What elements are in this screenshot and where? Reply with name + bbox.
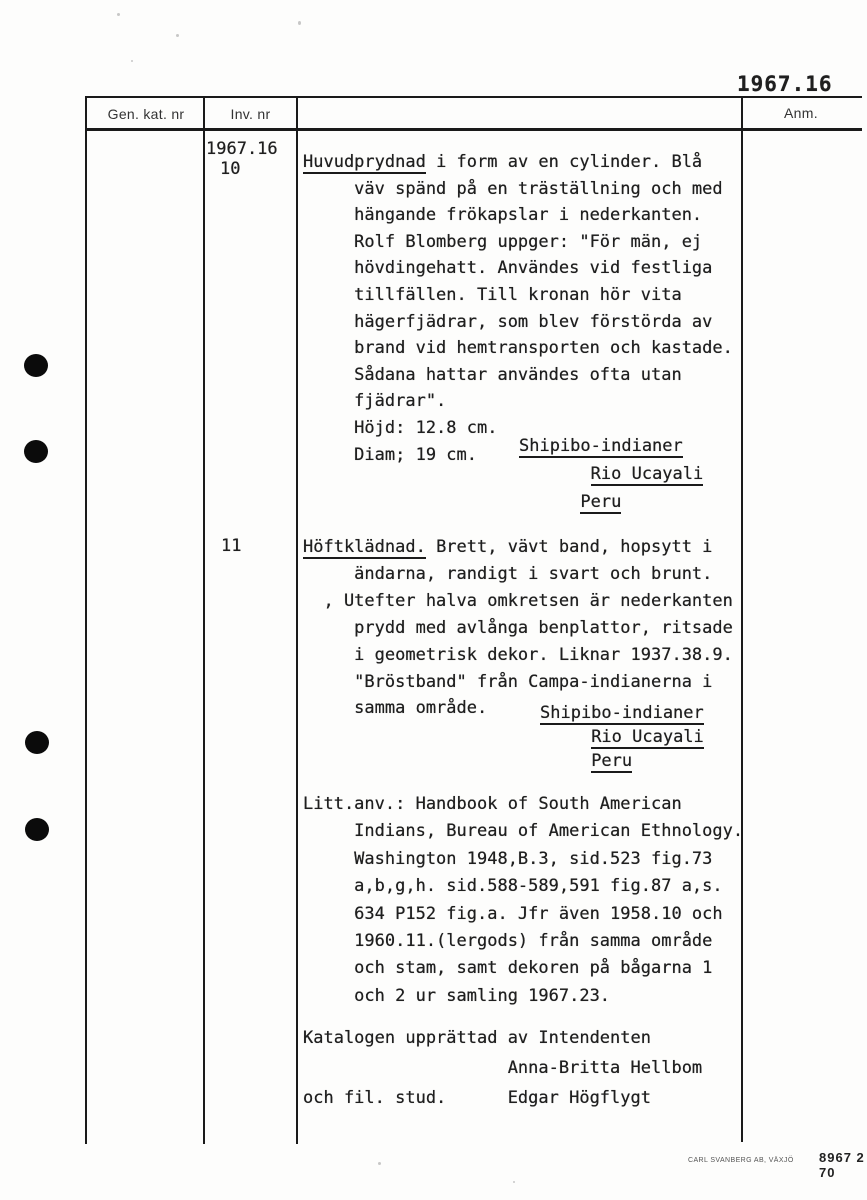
table-rule-vertical-inv-main [296, 96, 298, 1144]
text-line: ändarna, randigt i svart och brunt. [303, 563, 713, 584]
entry-11-provenance [540, 701, 704, 773]
text-line: "Bröstband" från Campa-indianerna i [303, 671, 713, 692]
text-line: brand vid hemtransporten och kastade. [303, 338, 733, 359]
column-header-gen-kat-nr: Gen. kat. nr [107, 106, 185, 122]
catalog-authorship-note [303, 1023, 702, 1113]
scan-speckle [176, 34, 179, 37]
text-line: Diam; 19 cm. [303, 444, 477, 465]
text-line: tillfällen. Till kronan hör vita [303, 284, 682, 305]
text-line: Rolf Blomberg uppger: "För män, ej [303, 231, 703, 252]
entry-10-provenance [519, 432, 703, 516]
scan-speckle [298, 21, 301, 25]
literature-references [303, 791, 743, 1010]
text-line: i geometrisk dekor. Liknar 1937.38.9. [303, 644, 733, 665]
entry-11-description [303, 534, 733, 722]
text-line: Indians, Bureau of American Ethnology. [303, 821, 744, 842]
text-line: prydd med avlånga benplattor, ritsade [303, 617, 733, 638]
printer-imprint: CARL SVANBERG AB, VÄXJÖ [688, 1157, 794, 1164]
scan-speckle [117, 13, 120, 16]
scan-speckle [378, 1162, 381, 1165]
text-line: väv spänd på en träställning och med [303, 178, 723, 199]
text-line: Katalogen upprättad av Intendenten [303, 1028, 651, 1048]
text-line: Washington 1948,B.3, sid.523 fig.73 [303, 848, 713, 869]
text-line: , Utefter halva omkretsen är nederkanten [303, 590, 733, 611]
text-line: Höjd: 12.8 cm. [303, 417, 498, 438]
text-line: Shipibo-indianer [540, 703, 704, 723]
text-line: Rio Ucayali [591, 727, 704, 747]
table-rule-vertical-left [85, 96, 87, 1144]
form-number: 8967 2 70 [819, 1150, 865, 1180]
text-line: hägerfjädrar, som blev förstörda av [303, 311, 713, 332]
text-line: och stam, samt dekoren på bågarna 1 [303, 958, 713, 979]
text-line: Shipibo-indianer [519, 436, 683, 456]
text-line: Peru [580, 492, 622, 512]
punch-hole-mark [25, 818, 49, 841]
text-line: Litt.anv.: Handbook of South American [303, 794, 682, 814]
text-line: Peru [591, 751, 633, 771]
scan-speckle [513, 1181, 515, 1183]
punch-hole-mark [25, 731, 49, 754]
entry-11-inventory-number: 11 [221, 536, 242, 556]
text-line: hängande frökapslar i nederkanten. [303, 205, 703, 226]
column-header-anm: Anm. [784, 105, 818, 121]
entry-10-inventory-number: 10 [220, 159, 241, 179]
text-line: Rio Ucayali [590, 464, 704, 484]
text-line: hövdingehatt. Användes vid festliga [303, 258, 713, 279]
text-line: 634 P152 fig.a. Jfr även 1958.10 och [303, 903, 723, 924]
text-line: Huvudprydnad i form av en cylinder. Blå [303, 152, 703, 172]
text-line: a,b,g,h. sid.588-589,591 fig.87 a,s. [303, 876, 723, 897]
text-line: Sådana hattar användes ofta utan [303, 364, 682, 385]
text-line: Anna-Britta Hellbom [303, 1058, 703, 1078]
page-number: 1967.16 [737, 72, 833, 96]
text-line: Höftklädnad. Brett, vävt band, hopsytt i [303, 537, 713, 557]
scan-speckle [131, 60, 133, 62]
text-line: samma område. [303, 698, 488, 719]
entry-10-collection-number: 1967.16 [206, 139, 278, 159]
text-line: fjädrar". [303, 391, 447, 412]
text-line: och fil. stud. Edgar Högflygt [303, 1088, 651, 1108]
punch-hole-mark [24, 440, 48, 463]
text-line: 1960.11.(lergods) från samma område [303, 931, 713, 952]
column-header-inv-nr: Inv. nr [230, 106, 271, 122]
entry-10-description [303, 149, 733, 468]
punch-hole-mark [24, 354, 48, 377]
table-rule-vertical-genkat-inv [203, 96, 205, 1144]
text-line: och 2 ur samling 1967.23. [303, 985, 611, 1006]
